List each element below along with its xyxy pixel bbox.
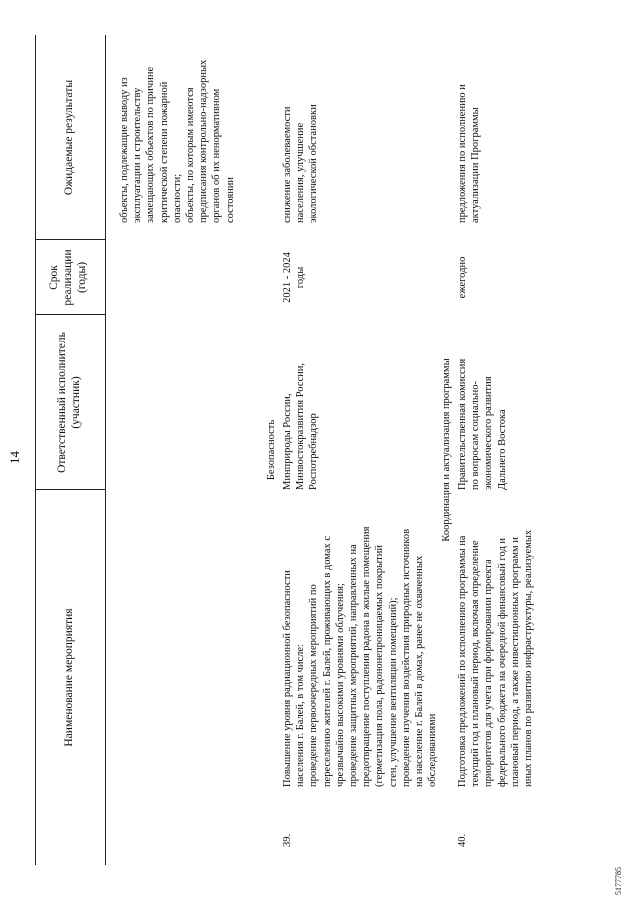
header-bottom-border (105, 35, 106, 865)
header-term (47, 240, 89, 315)
row-39-term: 2021 - 2024 годы (282, 252, 307, 303)
row-39-name: Повышение уровня радиационной безопасности населения г. Балей, в том числе: проведение первоочередных мероприятий по переселению жителей г. Балей, проживающих в домах с чрезвычайно высокими уровнями облучения; проведение защитных мероприятий, направленных на предотвращение поступления радона в жилые помещения (герметизация пола, радононепроницаемых покрытий стен, улучшение вентиляции помещений); проведение изучения воздействия природных источников на население г. Балей в домах, ранее не охваченных обследованиями (282, 526, 439, 787)
header-executor-line2: (участник) (70, 376, 82, 429)
section-security: Безопасность (266, 419, 277, 481)
page-number: 14 (7, 451, 22, 464)
row-40-term: ежегодно (457, 256, 468, 299)
row-40-results: предложения по исполнению и актуализации Программы (457, 84, 482, 223)
document-code: 5177785 (614, 867, 623, 895)
header-term-line1: Срок (48, 265, 60, 290)
header-term-line3: (годы) (76, 261, 88, 294)
header-executor (55, 315, 83, 490)
row-40-name: Подготовка предложений по исполнению программы на текущий год и плановый период, включая определение приоритетов для учета при формировании проекта федерального бюджета на очередной финансовый год и плановый период, а также инвестиционных программ и иных планов по развитию инфраструктуры, реализуемых (457, 529, 534, 787)
section-coordination: Координация и актуализация программы (441, 358, 452, 542)
carry-over-results: объекты, подлежащие выводу из эксплуатации и строительству замещающих объектов по причине критической степени пожарной опасности; объекты, по которым имеются предписания контрольно-надзорных органов об их ненормативном состоянии (119, 59, 236, 223)
header-term-line2: реализации (62, 249, 74, 306)
row-39-executor: Минприроды России, Минвостокразвития России, Роспотребнадзор (282, 362, 320, 490)
header-executor-line1: Ответственный исполнитель (56, 332, 68, 473)
row-40-executor: Правительственная комиссия по вопросам социально- экономического развития Дальнего Востока (457, 358, 508, 490)
header-name: Наименование мероприятия (63, 608, 75, 747)
table-top-border (35, 35, 36, 865)
row-39-results: снижение заболеваемости населения, улучшение экологической обстановки (282, 104, 320, 223)
row-39-number: 39. (282, 833, 293, 847)
row-40-number: 40. (457, 833, 468, 847)
header-results: Ожидаемые результаты (63, 79, 75, 196)
